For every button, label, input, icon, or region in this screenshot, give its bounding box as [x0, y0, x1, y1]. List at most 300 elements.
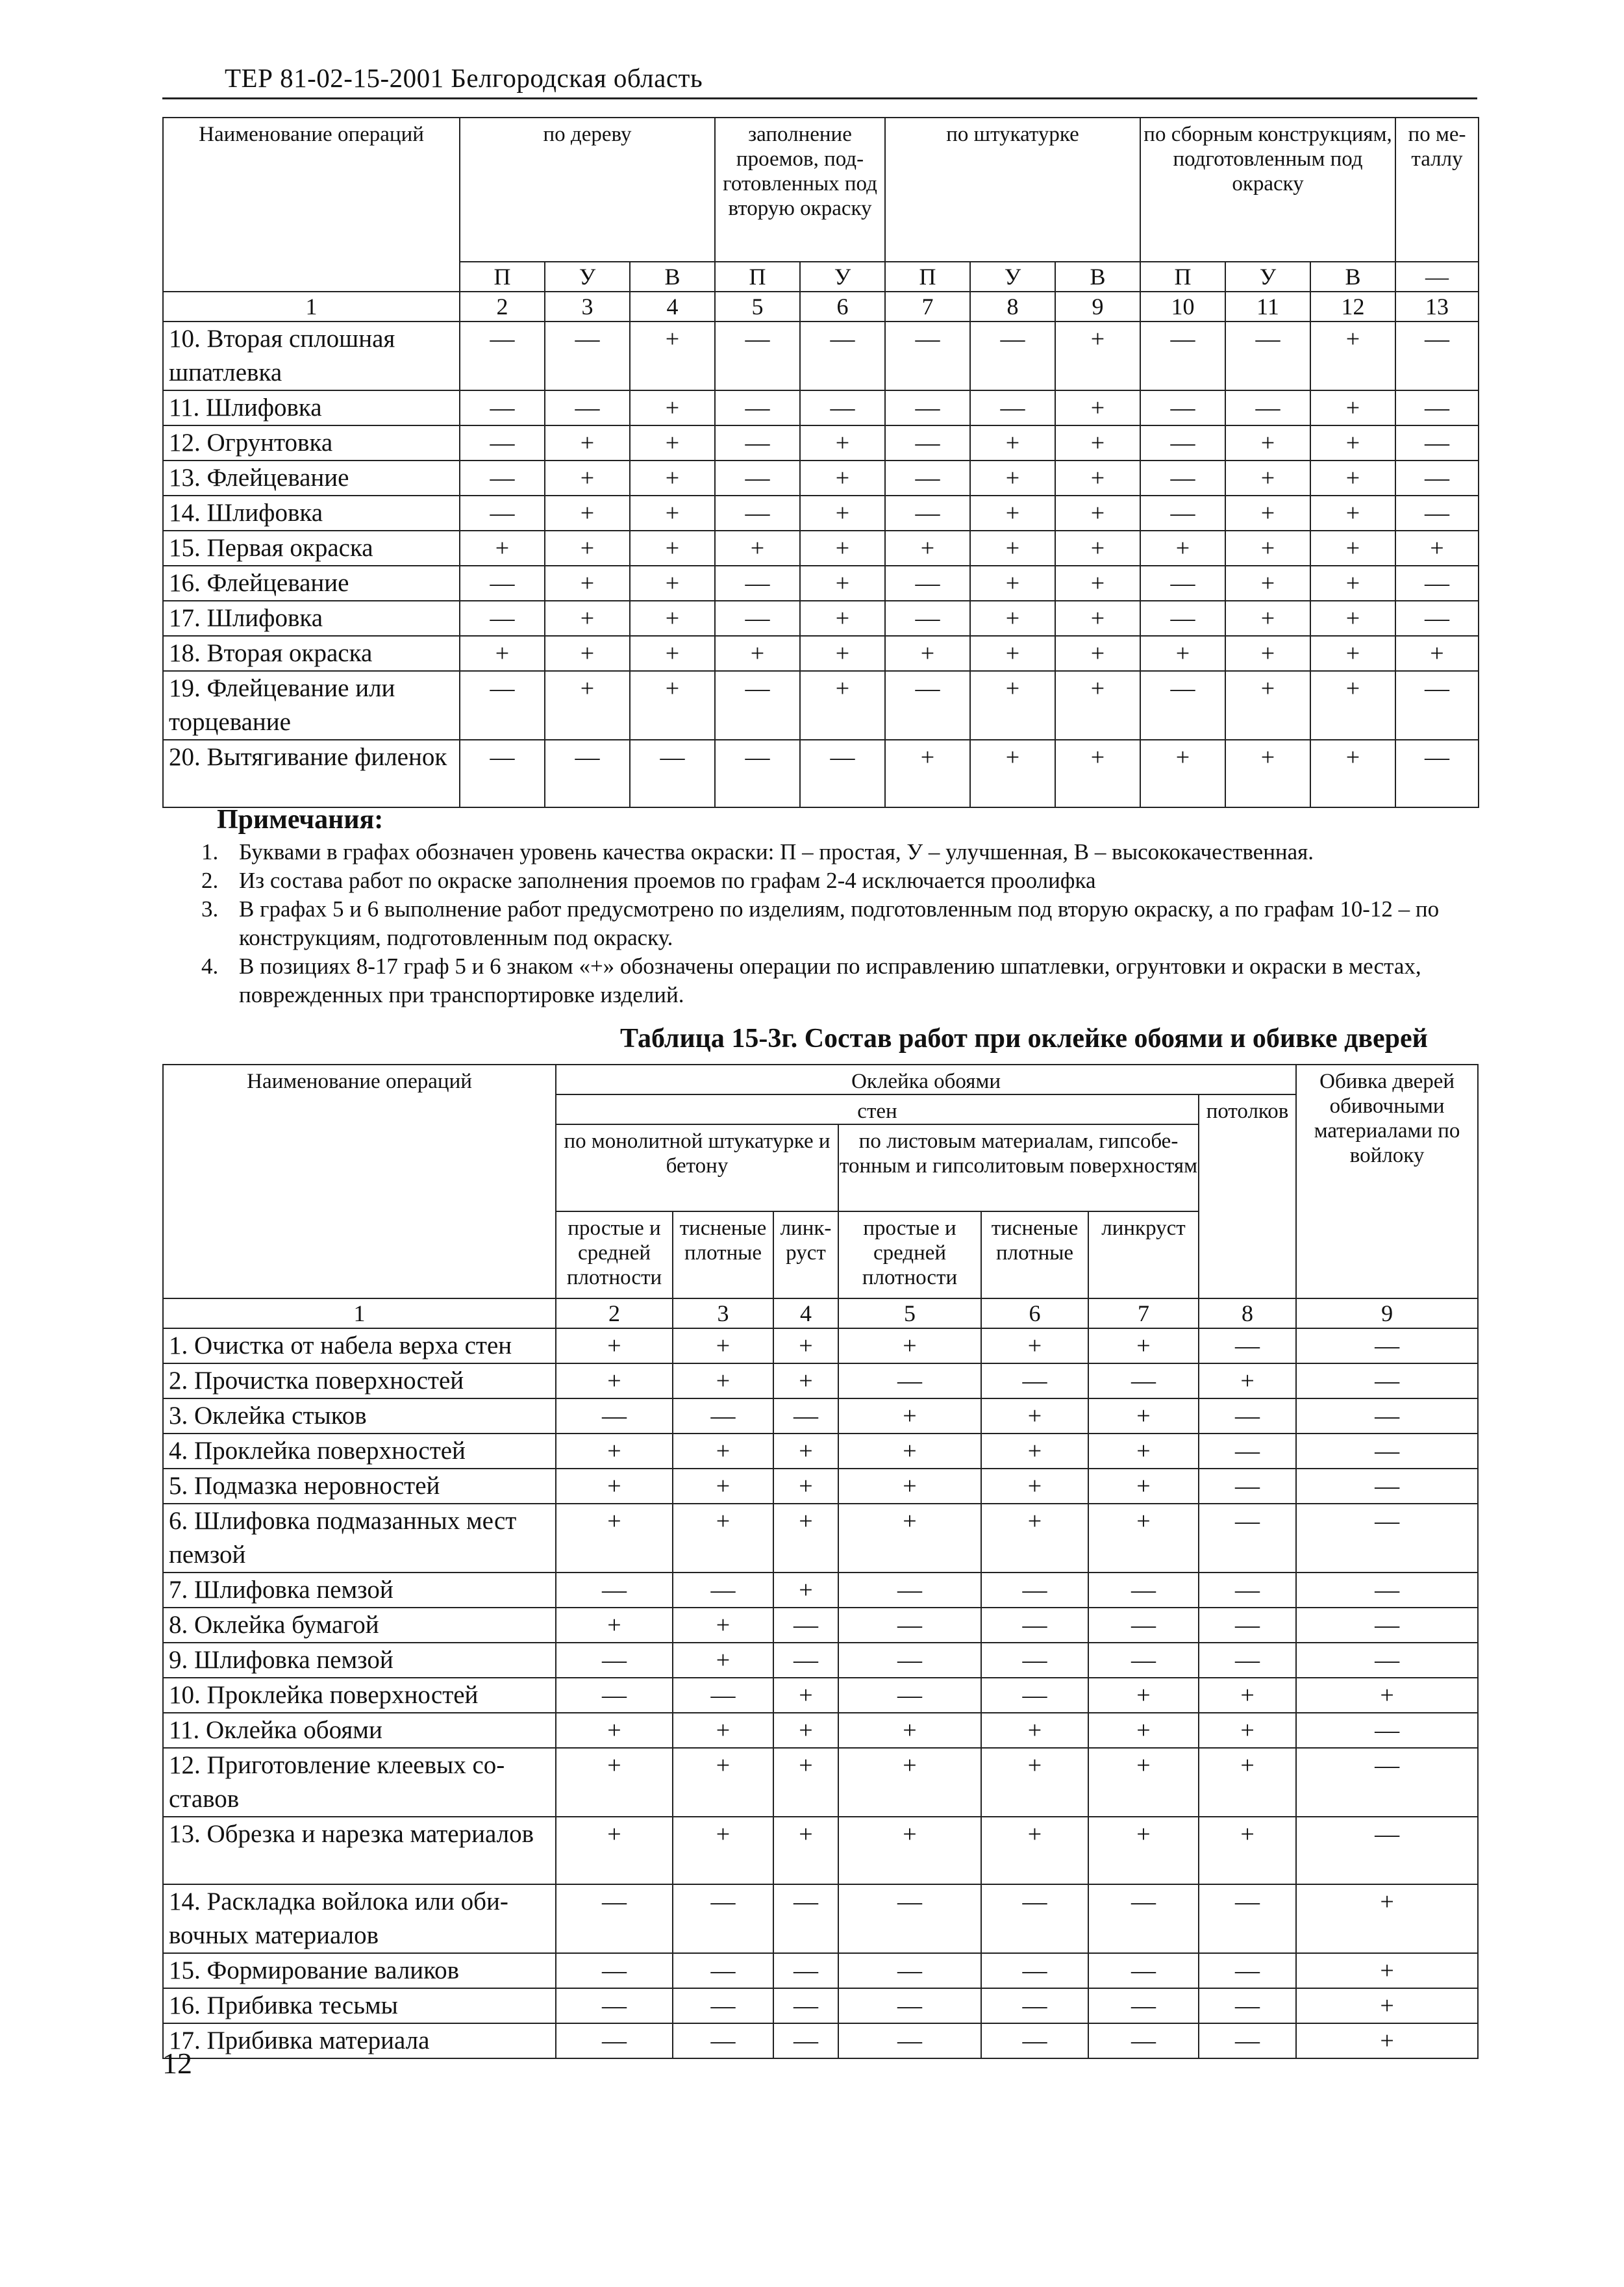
- mark-cell: +: [1055, 601, 1140, 636]
- group-openings: заполнение проемов, подготовленных под вторую окраску: [715, 118, 885, 262]
- note-item: [201, 895, 1468, 952]
- mark-cell: +: [885, 531, 970, 566]
- mark-cell: —: [1296, 1713, 1478, 1748]
- mark-cell: +: [773, 1748, 838, 1817]
- mark-cell: —: [460, 390, 545, 425]
- mark-cell: —: [1199, 1328, 1296, 1363]
- mark-cell: +: [885, 740, 970, 807]
- mark-cell: —: [1199, 1504, 1296, 1573]
- quality-level-cell: П: [715, 262, 800, 292]
- mark-cell: —: [885, 322, 970, 390]
- mark-cell: +: [1225, 671, 1310, 740]
- table-row: [163, 566, 1479, 601]
- mark-cell: +: [1055, 531, 1140, 566]
- mark-cell: +: [1055, 461, 1140, 496]
- table-row: [163, 1398, 1478, 1434]
- operation-name: 10. Проклейка поверхностей: [163, 1678, 556, 1713]
- mark-cell: +: [773, 1469, 838, 1504]
- mark-cell: +: [1140, 740, 1225, 807]
- mark-cell: +: [545, 531, 630, 566]
- mark-cell: +: [1395, 636, 1479, 671]
- mark-cell: —: [1088, 1953, 1199, 1988]
- mark-cell: +: [630, 390, 715, 425]
- mark-cell: +: [838, 1398, 981, 1434]
- operation-name: 17. Шлифовка: [163, 601, 460, 636]
- mark-cell: +: [1225, 740, 1310, 807]
- mark-cell: +: [1055, 496, 1140, 531]
- mark-cell: +: [1310, 322, 1395, 390]
- mark-cell: +: [773, 1713, 838, 1748]
- subheader-cell: тисненые плотные: [673, 1211, 773, 1298]
- group-wood: по дереву: [460, 118, 715, 262]
- mark-cell: +: [970, 566, 1055, 601]
- table-row: [163, 740, 1479, 807]
- mark-cell: +: [838, 1504, 981, 1573]
- column-number-cell: 2: [556, 1298, 673, 1328]
- mark-cell: +: [838, 1817, 981, 1884]
- mark-cell: —: [1395, 566, 1479, 601]
- mark-cell: —: [1395, 461, 1479, 496]
- mark-cell: +: [981, 1713, 1088, 1748]
- mark-cell: —: [1088, 1643, 1199, 1678]
- mark-cell: —: [1088, 1573, 1199, 1608]
- mark-cell: —: [1395, 740, 1479, 807]
- mark-cell: —: [885, 496, 970, 531]
- mark-cell: +: [556, 1363, 673, 1398]
- mark-cell: +: [630, 461, 715, 496]
- mark-cell: +: [981, 1748, 1088, 1817]
- wallpaper-operations-table: [162, 1064, 1479, 2059]
- mark-cell: +: [1199, 1713, 1296, 1748]
- mark-cell: +: [673, 1328, 773, 1363]
- mark-cell: —: [1199, 1434, 1296, 1469]
- mark-cell: —: [556, 2023, 673, 2058]
- mark-cell: +: [1088, 1713, 1199, 1748]
- mark-cell: —: [981, 1363, 1088, 1398]
- mark-cell: +: [1296, 1678, 1478, 1713]
- table-row: [163, 671, 1479, 740]
- mark-cell: —: [773, 1643, 838, 1678]
- mark-cell: +: [630, 636, 715, 671]
- mark-cell: —: [1296, 1434, 1478, 1469]
- column-number-cell: 5: [838, 1298, 981, 1328]
- mark-cell: —: [460, 601, 545, 636]
- mark-cell: +: [1199, 1363, 1296, 1398]
- table-row: [163, 390, 1479, 425]
- mark-cell: +: [673, 1363, 773, 1398]
- mark-cell: —: [673, 1573, 773, 1608]
- column-number-cell: 1: [163, 1298, 556, 1328]
- mark-cell: —: [1296, 1573, 1478, 1608]
- mark-cell: +: [773, 1328, 838, 1363]
- column-number-cell: 4: [630, 292, 715, 322]
- operation-name: 2. Прочистка поверхностей: [163, 1363, 556, 1398]
- mark-cell: —: [1296, 1398, 1478, 1434]
- mark-cell: +: [673, 1608, 773, 1643]
- mark-cell: +: [630, 322, 715, 390]
- mark-cell: —: [1296, 1608, 1478, 1643]
- mark-cell: —: [970, 322, 1055, 390]
- mark-cell: +: [460, 636, 545, 671]
- mark-cell: +: [1310, 566, 1395, 601]
- mark-cell: +: [630, 671, 715, 740]
- mark-cell: +: [838, 1434, 981, 1469]
- note-text: Из состава работ по окраске заполнения проемов по графам 2-4 исключается проолифка: [239, 868, 1096, 893]
- mark-cell: +: [838, 1469, 981, 1504]
- mark-cell: —: [1199, 2023, 1296, 2058]
- mark-cell: —: [838, 1988, 981, 2023]
- painting-operations-table: [162, 117, 1479, 808]
- mark-cell: +: [1140, 531, 1225, 566]
- mark-cell: —: [838, 1643, 981, 1678]
- mark-cell: —: [773, 1884, 838, 1953]
- mark-cell: +: [1310, 671, 1395, 740]
- mark-cell: —: [715, 671, 800, 740]
- mark-cell: +: [545, 496, 630, 531]
- mark-cell: —: [1088, 1608, 1199, 1643]
- mark-cell: —: [1199, 1988, 1296, 2023]
- mark-cell: —: [1140, 601, 1225, 636]
- mark-cell: +: [556, 1469, 673, 1504]
- mark-cell: +: [556, 1817, 673, 1884]
- mark-cell: —: [1140, 390, 1225, 425]
- mark-cell: —: [715, 496, 800, 531]
- mark-cell: —: [673, 1953, 773, 1988]
- mark-cell: —: [1088, 1363, 1199, 1398]
- mark-cell: —: [981, 1988, 1088, 2023]
- mark-cell: —: [460, 740, 545, 807]
- mark-cell: +: [773, 1817, 838, 1884]
- mark-cell: +: [1088, 1504, 1199, 1573]
- subheader-cell: линкруст: [773, 1211, 838, 1298]
- mark-cell: +: [1055, 671, 1140, 740]
- mark-cell: —: [800, 740, 885, 807]
- page-header: ТЕР 81-02-15-2001 Белгородская область: [225, 63, 703, 93]
- note-number: 1.: [201, 839, 219, 865]
- mark-cell: —: [1140, 496, 1225, 531]
- quality-level-cell: У: [800, 262, 885, 292]
- column-number-cell: 10: [1140, 292, 1225, 322]
- mark-cell: +: [673, 1817, 773, 1884]
- mark-cell: +: [1310, 740, 1395, 807]
- quality-level-cell: В: [1055, 262, 1140, 292]
- table-row: [163, 1713, 1478, 1748]
- operation-name: 12. Приготовление клеевых составов: [163, 1748, 556, 1817]
- table-row: [163, 1469, 1478, 1504]
- operation-name: 13. Флейцевание: [163, 461, 460, 496]
- mark-cell: —: [545, 390, 630, 425]
- mark-cell: —: [1199, 1953, 1296, 1988]
- table-row: [163, 1573, 1478, 1608]
- mark-cell: —: [838, 1573, 981, 1608]
- column-number-cell: 4: [773, 1298, 838, 1328]
- note-item: [201, 952, 1468, 1009]
- table-row: [163, 1678, 1478, 1713]
- mark-cell: +: [800, 566, 885, 601]
- mark-cell: —: [885, 425, 970, 461]
- group-plaster: по штукатурке: [885, 118, 1140, 262]
- subheader-cell: тисненые плотные: [981, 1211, 1088, 1298]
- quality-level-cell: П: [460, 262, 545, 292]
- mark-cell: +: [545, 601, 630, 636]
- mark-cell: —: [715, 390, 800, 425]
- operation-name: 15. Первая окраска: [163, 531, 460, 566]
- mark-cell: —: [1140, 461, 1225, 496]
- column-number-cell: 1: [163, 292, 460, 322]
- quality-level-cell: У: [1225, 262, 1310, 292]
- mark-cell: +: [673, 1504, 773, 1573]
- mark-cell: —: [1199, 1573, 1296, 1608]
- quality-level-cell: П: [885, 262, 970, 292]
- table2-title: Таблица 15-3г. Состав работ при оклейке обоями и обивке дверей: [620, 1024, 1428, 1054]
- operation-name: 14. Шлифовка: [163, 496, 460, 531]
- mark-cell: +: [556, 1328, 673, 1363]
- mark-cell: —: [673, 1398, 773, 1434]
- mark-cell: +: [1199, 1678, 1296, 1713]
- mark-cell: +: [630, 531, 715, 566]
- quality-level-cell: В: [630, 262, 715, 292]
- mark-cell: +: [1296, 2023, 1478, 2058]
- mark-cell: —: [556, 1884, 673, 1953]
- mark-cell: +: [981, 1469, 1088, 1504]
- mark-cell: +: [970, 461, 1055, 496]
- table-row: [163, 1328, 1478, 1363]
- mark-cell: —: [1225, 322, 1310, 390]
- table-row: [163, 1643, 1478, 1678]
- mark-cell: —: [556, 1988, 673, 2023]
- mark-cell: —: [885, 390, 970, 425]
- mark-cell: +: [800, 531, 885, 566]
- table-row: [163, 425, 1479, 461]
- mark-cell: —: [981, 2023, 1088, 2058]
- mark-cell: —: [838, 1608, 981, 1643]
- mark-cell: +: [1225, 601, 1310, 636]
- mark-cell: +: [1310, 496, 1395, 531]
- quality-level-cell: —: [1395, 262, 1479, 292]
- operation-name: 17. Прибивка материала: [163, 2023, 556, 2058]
- mark-cell: —: [773, 1953, 838, 1988]
- page-number: 12: [162, 2047, 192, 2080]
- mark-cell: —: [1395, 601, 1479, 636]
- mark-cell: —: [545, 740, 630, 807]
- mark-cell: +: [556, 1434, 673, 1469]
- mark-cell: +: [673, 1713, 773, 1748]
- mark-cell: +: [673, 1643, 773, 1678]
- note-number: 3.: [201, 896, 219, 922]
- column-number-cell: 9: [1296, 1298, 1478, 1328]
- note-text: В позициях 8-17 граф 5 и 6 знаком «+» обозначены операции по исправлению шпатлевки, огрунтовки и окраски в местах, поврежденных при транспортировке изделий.: [239, 954, 1421, 1007]
- mark-cell: +: [1296, 1884, 1478, 1953]
- mark-cell: —: [1140, 322, 1225, 390]
- mark-cell: —: [981, 1884, 1088, 1953]
- operation-name: 12. Огрунтовка: [163, 425, 460, 461]
- mark-cell: +: [1225, 461, 1310, 496]
- mark-cell: +: [1088, 1748, 1199, 1817]
- mark-cell: +: [1225, 425, 1310, 461]
- operation-name: 14. Раскладка войлока или обивочных материалов: [163, 1884, 556, 1953]
- operation-name: 11. Оклейка обоями: [163, 1713, 556, 1748]
- table-row: [163, 1608, 1478, 1643]
- mark-cell: —: [460, 566, 545, 601]
- mark-cell: +: [1310, 461, 1395, 496]
- mark-cell: +: [545, 566, 630, 601]
- quality-level-cell: У: [545, 262, 630, 292]
- mark-cell: —: [673, 1884, 773, 1953]
- mark-cell: +: [673, 1434, 773, 1469]
- operation-name: 1. Очистка от набела верха стен: [163, 1328, 556, 1363]
- mark-cell: —: [460, 322, 545, 390]
- t2-header-operations: Наименование операций: [163, 1065, 556, 1298]
- column-number-cell: 6: [981, 1298, 1088, 1328]
- operation-name: 6. Шлифовка подмазанных мест пемзой: [163, 1504, 556, 1573]
- mark-cell: +: [970, 671, 1055, 740]
- mark-cell: +: [1225, 531, 1310, 566]
- mark-cell: —: [460, 425, 545, 461]
- mark-cell: +: [970, 601, 1055, 636]
- subheader-cell: простые и средней плотности: [838, 1211, 981, 1298]
- mark-cell: —: [1395, 390, 1479, 425]
- mark-cell: —: [715, 740, 800, 807]
- mark-cell: —: [673, 2023, 773, 2058]
- note-number: 2.: [201, 868, 219, 893]
- mark-cell: +: [1088, 1398, 1199, 1434]
- mark-cell: —: [1140, 566, 1225, 601]
- mark-cell: +: [800, 461, 885, 496]
- t2-sheet: по листовым материалам, гипсобетонным и гипсолитовым поверхностям: [838, 1124, 1199, 1211]
- table-row: [163, 1434, 1478, 1469]
- operation-name: 7. Шлифовка пемзой: [163, 1573, 556, 1608]
- note-text: Буквами в графах обозначен уровень качества окраски: П – простая, У – улучшенная, В – высококачественная.: [239, 839, 1314, 865]
- column-number-cell: 7: [1088, 1298, 1199, 1328]
- mark-cell: +: [800, 496, 885, 531]
- operation-name: 16. Флейцевание: [163, 566, 460, 601]
- operation-name: 18. Вторая окраска: [163, 636, 460, 671]
- mark-cell: —: [715, 566, 800, 601]
- mark-cell: —: [1140, 671, 1225, 740]
- mark-cell: —: [1296, 1504, 1478, 1573]
- column-number-cell: 8: [970, 292, 1055, 322]
- mark-cell: —: [1395, 322, 1479, 390]
- mark-cell: +: [556, 1748, 673, 1817]
- mark-cell: —: [715, 322, 800, 390]
- mark-cell: +: [1225, 566, 1310, 601]
- mark-cell: —: [715, 425, 800, 461]
- mark-cell: +: [673, 1469, 773, 1504]
- mark-cell: +: [1088, 1678, 1199, 1713]
- mark-cell: +: [545, 636, 630, 671]
- table-row: [163, 1363, 1478, 1398]
- mark-cell: +: [1310, 531, 1395, 566]
- mark-cell: —: [1395, 671, 1479, 740]
- table-row: [163, 1953, 1478, 1988]
- mark-cell: +: [970, 425, 1055, 461]
- mark-cell: —: [800, 390, 885, 425]
- mark-cell: +: [981, 1328, 1088, 1363]
- column-number-cell: 13: [1395, 292, 1479, 322]
- mark-cell: —: [773, 1988, 838, 2023]
- table-row: [163, 2023, 1478, 2058]
- mark-cell: —: [838, 1678, 981, 1713]
- mark-cell: +: [970, 636, 1055, 671]
- notes-title: Примечания:: [217, 805, 384, 835]
- column-number-cell: 8: [1199, 1298, 1296, 1328]
- mark-cell: —: [1199, 1643, 1296, 1678]
- operation-name: 11. Шлифовка: [163, 390, 460, 425]
- operation-name: 5. Подмазка неровностей: [163, 1469, 556, 1504]
- table-row: [163, 531, 1479, 566]
- mark-cell: +: [838, 1748, 981, 1817]
- mark-cell: +: [630, 425, 715, 461]
- mark-cell: —: [460, 671, 545, 740]
- operation-name: 4. Проклейка поверхностей: [163, 1434, 556, 1469]
- note-text: В графах 5 и 6 выполнение работ предусмотрено по изделиям, подготовленным под вторую окраску, а по графам 10-12 – по конструкциям, подготовленным под окраску.: [239, 896, 1440, 950]
- mark-cell: —: [1140, 425, 1225, 461]
- operation-name: 8. Оклейка бумагой: [163, 1608, 556, 1643]
- mark-cell: —: [673, 1678, 773, 1713]
- table-row: [163, 601, 1479, 636]
- operation-name: 13. Обрезка и нарезка материалов: [163, 1817, 556, 1884]
- mark-cell: +: [1055, 566, 1140, 601]
- table-row: [163, 1988, 1478, 2023]
- t2-monolithic: по монолитной штукатурке и бетону: [556, 1124, 838, 1211]
- mark-cell: +: [556, 1504, 673, 1573]
- mark-cell: +: [1055, 636, 1140, 671]
- mark-cell: +: [545, 461, 630, 496]
- mark-cell: +: [556, 1713, 673, 1748]
- operation-name: 9. Шлифовка пемзой: [163, 1643, 556, 1678]
- mark-cell: +: [1296, 1953, 1478, 1988]
- mark-cell: +: [545, 671, 630, 740]
- table-row: [163, 496, 1479, 531]
- table-row: [163, 1817, 1478, 1884]
- mark-cell: +: [800, 636, 885, 671]
- mark-cell: +: [1088, 1469, 1199, 1504]
- subheader-cell: линкруст: [1088, 1211, 1199, 1298]
- mark-cell: +: [773, 1363, 838, 1398]
- mark-cell: +: [981, 1817, 1088, 1884]
- mark-cell: —: [545, 322, 630, 390]
- mark-cell: +: [1310, 601, 1395, 636]
- mark-cell: —: [1199, 1469, 1296, 1504]
- mark-cell: —: [1199, 1608, 1296, 1643]
- mark-cell: —: [800, 322, 885, 390]
- mark-cell: +: [970, 531, 1055, 566]
- mark-cell: —: [981, 1678, 1088, 1713]
- mark-cell: —: [1199, 1884, 1296, 1953]
- mark-cell: +: [1055, 425, 1140, 461]
- mark-cell: —: [838, 1884, 981, 1953]
- notes-list: [201, 838, 1468, 1009]
- mark-cell: —: [885, 461, 970, 496]
- mark-cell: —: [773, 1608, 838, 1643]
- mark-cell: —: [773, 2023, 838, 2058]
- group-metal: по металлу: [1395, 118, 1479, 262]
- mark-cell: +: [981, 1434, 1088, 1469]
- mark-cell: +: [885, 636, 970, 671]
- mark-cell: —: [1296, 1817, 1478, 1884]
- group-prefab: по сборным конструкциям, подготовленным под окраску: [1140, 118, 1395, 262]
- table-row: [163, 636, 1479, 671]
- mark-cell: —: [981, 1643, 1088, 1678]
- mark-cell: —: [460, 496, 545, 531]
- mark-cell: +: [1199, 1748, 1296, 1817]
- mark-cell: —: [715, 461, 800, 496]
- quality-level-cell: У: [970, 262, 1055, 292]
- mark-cell: +: [981, 1398, 1088, 1434]
- mark-cell: —: [673, 1988, 773, 2023]
- mark-cell: —: [1296, 1328, 1478, 1363]
- mark-cell: +: [1140, 636, 1225, 671]
